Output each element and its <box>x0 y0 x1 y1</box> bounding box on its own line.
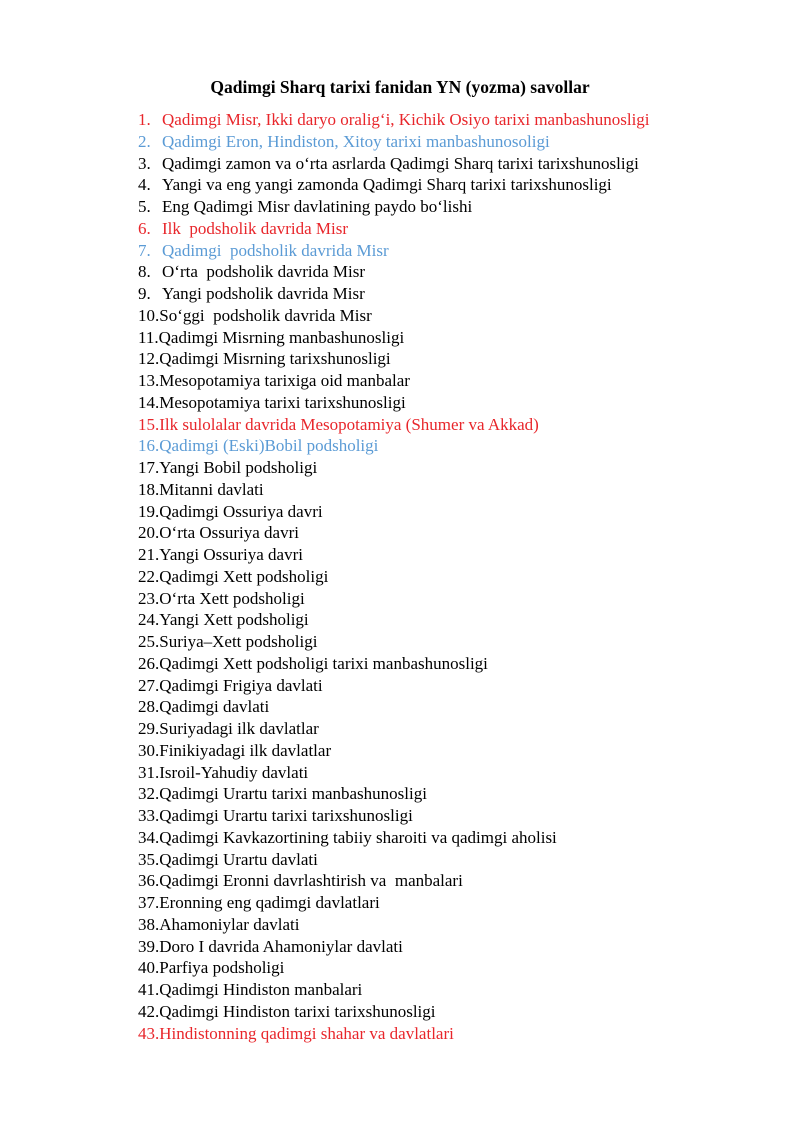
question-number: 32. <box>138 784 160 804</box>
question-item <box>138 1023 778 1045</box>
question-number: 26. <box>138 653 160 673</box>
question-number: 37. <box>138 893 160 912</box>
question-item <box>138 153 778 175</box>
question-number: 25. <box>138 632 160 651</box>
question-number: 39. <box>138 936 160 956</box>
question-text: Suriyadagi ilk davlatlar <box>159 719 319 738</box>
question-text: Qadimgi Kavkazortining tabiiy sharoiti va qadimgi aholisi <box>159 827 557 847</box>
question-item <box>138 457 778 479</box>
question-item <box>138 305 778 327</box>
question-text: Qadimgi Frigiya davlati <box>159 675 323 695</box>
question-text: Doro I davrida Ahamoniylar davlati <box>159 936 403 956</box>
question-text: Suriya–Xett podsholigi <box>159 632 318 651</box>
question-number: 9. <box>138 284 151 303</box>
question-number: 28. <box>138 697 160 717</box>
question-item <box>138 783 778 805</box>
question-text: Eng Qadimgi Misr davlatining paydo bo‘lishi <box>162 197 473 216</box>
question-item <box>138 283 778 305</box>
question-number: 10. <box>138 305 160 325</box>
question-item <box>138 588 778 610</box>
question-item <box>138 631 778 653</box>
question-item <box>138 762 778 784</box>
question-item <box>138 675 778 697</box>
question-number: 43. <box>138 1023 160 1043</box>
question-number: 18. <box>138 479 160 499</box>
question-text: Qadimgi Hindiston manbalari <box>159 980 363 999</box>
question-number: 35. <box>138 849 160 869</box>
question-item <box>138 174 778 196</box>
question-number: 31. <box>138 762 160 782</box>
question-number: 36. <box>138 871 160 891</box>
question-number: 1. <box>138 110 151 129</box>
question-item <box>138 870 778 892</box>
question-text: O‘rta Ossuriya davri <box>159 523 299 543</box>
question-text: Qadimgi Misrning tarixshunosligi <box>159 349 391 369</box>
question-item <box>138 805 778 827</box>
question-text: Ahamoniylar davlati <box>159 914 300 934</box>
question-number: 27. <box>138 675 160 695</box>
question-number: 21. <box>138 545 160 564</box>
question-number: 3. <box>138 153 151 173</box>
question-text: Yangi Ossuriya davri <box>159 545 303 564</box>
question-text: Finikiyadagi ilk davlatlar <box>159 740 332 760</box>
question-text: So‘ggi podsholik davrida Misr <box>159 305 372 325</box>
question-text: Mesopotamiya tarixi tarixshunosligi <box>159 392 406 412</box>
question-text: Ilk sulolalar davrida Mesopotamiya (Shumer va Akkad) <box>159 414 539 434</box>
question-item <box>138 501 778 523</box>
page-title: Qadimgi Sharq tarixi fanidan YN (yozma) savollar <box>210 77 590 97</box>
question-text: Qadimgi Eronni davrlashtirish va manbalari <box>159 871 463 891</box>
question-number: 23. <box>138 588 160 608</box>
question-text: Qadimgi Ossuriya davri <box>159 501 323 521</box>
question-number: 34. <box>138 827 160 847</box>
question-text: Qadimgi Xett podsholigi tarixi manbashunosligi <box>159 653 488 673</box>
question-text: Mesopotamiya tarixiga oid manbalar <box>159 371 410 390</box>
question-text: Qadimgi podsholik davrida Misr <box>162 240 389 260</box>
question-number: 17. <box>138 458 160 477</box>
question-item <box>138 348 778 370</box>
question-number: 29. <box>138 719 160 738</box>
question-number: 8. <box>138 262 151 282</box>
question-number: 16. <box>138 436 160 456</box>
question-text: Qadimgi Xett podsholigi <box>159 566 329 586</box>
question-item <box>138 957 778 979</box>
question-item <box>138 109 778 131</box>
question-number: 40. <box>138 958 160 978</box>
question-item <box>138 566 778 588</box>
question-number: 42. <box>138 1001 160 1021</box>
question-item <box>138 979 778 1001</box>
question-number: 30. <box>138 740 160 760</box>
question-text: Eronning eng qadimgi davlatlari <box>159 893 380 912</box>
question-item <box>138 696 778 718</box>
question-text: Qadimgi Urartu davlati <box>159 849 318 869</box>
question-item <box>138 718 778 740</box>
question-text: Qadimgi Eron, Hindiston, Xitoy tarixi manbashunosoligi <box>162 131 550 151</box>
question-item <box>138 849 778 871</box>
question-list <box>138 109 778 1044</box>
question-text: Qadimgi Misr, Ikki daryo oralig‘i, Kichik Osiyo tarixi manbashunosligi <box>162 110 650 129</box>
question-item <box>138 392 778 414</box>
question-item <box>138 327 778 349</box>
question-text: Ilk podsholik davrida Misr <box>162 218 349 238</box>
question-item <box>138 1001 778 1023</box>
question-number: 11. <box>138 327 159 347</box>
question-text: Qadimgi Misrning manbashunosligi <box>158 327 405 347</box>
question-item <box>138 218 778 240</box>
question-number: 2. <box>138 131 151 151</box>
question-number: 15. <box>138 414 160 434</box>
question-item <box>138 609 778 631</box>
question-number: 5. <box>138 197 151 216</box>
question-text: Qadimgi Urartu tarixi manbashunosligi <box>159 784 427 804</box>
question-text: Hindistonning qadimgi shahar va davlatlari <box>159 1023 454 1043</box>
question-item <box>138 653 778 675</box>
question-text: Parfiya podsholigi <box>159 958 285 978</box>
question-text: Qadimgi Hindiston tarixi tarixshunosligi <box>159 1001 436 1021</box>
question-number: 12. <box>138 349 160 369</box>
question-text: Isroil-Yahudiy davlati <box>159 762 309 782</box>
question-item <box>138 827 778 849</box>
question-number: 22. <box>138 566 160 586</box>
question-item <box>138 740 778 762</box>
question-text: Qadimgi zamon va o‘rta asrlarda Qadimgi Sharq tarixi tarixshunosligi <box>162 153 639 173</box>
question-text: Yangi Bobil podsholigi <box>159 458 318 477</box>
question-number: 41. <box>138 980 160 999</box>
question-item <box>138 196 778 218</box>
question-number: 6. <box>138 218 151 238</box>
question-number: 19. <box>138 501 160 521</box>
question-item <box>138 522 778 544</box>
question-item <box>138 544 778 566</box>
question-item <box>138 892 778 914</box>
question-text: Yangi podsholik davrida Misr <box>162 284 365 303</box>
question-text: O‘rta podsholik davrida Misr <box>162 262 366 282</box>
question-text: Mitanni davlati <box>159 479 264 499</box>
question-item <box>138 479 778 501</box>
question-item <box>138 370 778 392</box>
question-text: Yangi Xett podsholigi <box>159 610 309 630</box>
question-text: O‘rta Xett podsholigi <box>159 588 305 608</box>
question-number: 33. <box>138 806 160 825</box>
question-item <box>138 435 778 457</box>
question-item <box>138 131 778 153</box>
question-number: 4. <box>138 175 151 195</box>
question-number: 13. <box>138 371 160 390</box>
question-text: Yangi va eng yangi zamonda Qadimgi Sharq tarixi tarixshunosligi <box>162 175 612 195</box>
question-number: 14. <box>138 392 160 412</box>
question-item <box>138 240 778 262</box>
question-text: Qadimgi Urartu tarixi tarixshunosligi <box>159 806 413 825</box>
question-item <box>138 914 778 936</box>
question-text: Qadimgi (Eski)Bobil podsholigi <box>159 436 379 456</box>
question-number: 20. <box>138 523 160 543</box>
question-item <box>138 936 778 958</box>
question-number: 24. <box>138 610 160 630</box>
question-item <box>138 414 778 436</box>
question-number: 7. <box>138 240 151 260</box>
question-number: 38. <box>138 914 160 934</box>
question-text: Qadimgi davlati <box>159 697 270 717</box>
question-item <box>138 261 778 283</box>
